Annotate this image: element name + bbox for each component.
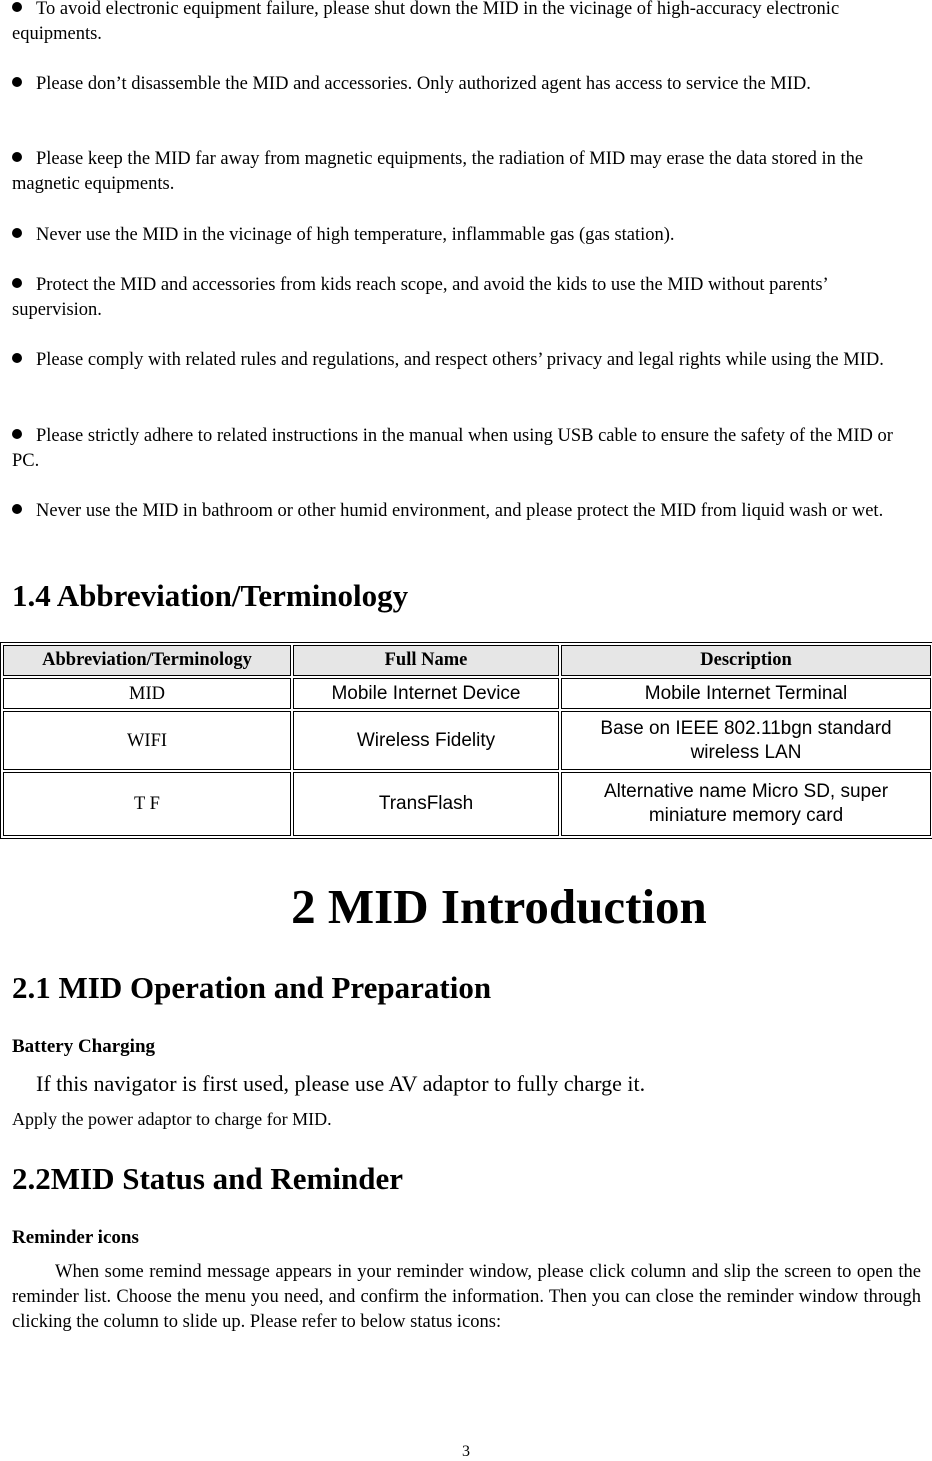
subheading-battery-charging: Battery Charging bbox=[12, 1036, 156, 1057]
bullet-item: Please keep the MID far away from magnetic equipments, the radiation of MID may erase the data stored in the magnetic equipments. bbox=[12, 149, 864, 194]
bullet-dot-icon bbox=[12, 228, 22, 238]
paragraph-power-adaptor: Apply the power adaptor to charge for MID. bbox=[12, 1109, 332, 1129]
table-cell-description: Mobile Internet Terminal bbox=[561, 678, 931, 709]
bullet-dot-icon bbox=[12, 504, 22, 514]
table-cell-full-name: Wireless Fidelity bbox=[293, 711, 559, 770]
bullet-dot-icon bbox=[12, 77, 22, 87]
bullet-item: Protect the MID and accessories from kids reach scope, and avoid the kids to use the MID without parents’ supervision. bbox=[12, 275, 828, 320]
bullet-item: To avoid electronic equipment failure, please shut down the MID in the vicinage of high-accuracy electronic equipments. bbox=[12, 0, 840, 44]
table-row bbox=[3, 711, 931, 770]
table-cell-abbreviation: T F bbox=[3, 772, 291, 836]
section-heading-2-1: 2.1 MID Operation and Preparation bbox=[12, 970, 492, 1005]
bullet-item: Never use the MID in the vicinage of high temperature, inflammable gas (gas station). bbox=[12, 223, 912, 248]
bullet-dot-icon bbox=[12, 429, 22, 439]
column-header-full-name: Full Name bbox=[293, 645, 559, 676]
section-heading-2-2: 2.2MID Status and Reminder bbox=[12, 1161, 403, 1196]
page-number: 3 bbox=[462, 1443, 470, 1460]
bullet-item: Please strictly adhere to related instructions in the manual when using USB cable to ensure the safety of the MID or PC. bbox=[12, 426, 893, 471]
table-row bbox=[3, 678, 931, 709]
chapter-title: 2 MID Introduction bbox=[291, 879, 707, 934]
table-cell-full-name: TransFlash bbox=[293, 772, 559, 836]
bullet-item: Please don’t disassemble the MID and accessories. Only authorized agent has access to service the MID. bbox=[12, 72, 912, 97]
section-heading-1-4: 1.4 Abbreviation/Terminology bbox=[12, 578, 409, 613]
paragraph-first-use: If this navigator is first used, please use AV adaptor to fully charge it. bbox=[36, 1071, 646, 1096]
bullet-item: Please comply with related rules and regulations, and respect others’ privacy and legal rights while using the MID. bbox=[12, 348, 912, 373]
table-cell-full-name: Mobile Internet Device bbox=[293, 678, 559, 709]
bullet-dot-icon bbox=[12, 278, 22, 288]
table-row bbox=[3, 772, 931, 836]
column-header-abbreviation: Abbreviation/Terminology bbox=[3, 645, 291, 676]
bullet-item: Never use the MID in bathroom or other humid environment, and please protect the MID from liquid wash or wet. bbox=[12, 499, 912, 524]
paragraph-reminder: When some remind message appears in your reminder window, please click column and slip the screen to open the reminder list. Choose the menu you need, and confirm the information. Then you can close the reminder window through clicking the column to slide up. Please refer to below status icons: bbox=[12, 1262, 921, 1332]
table-header-row bbox=[3, 645, 931, 676]
bullet-dot-icon bbox=[12, 152, 22, 162]
bullet-dot-icon bbox=[12, 2, 22, 12]
terminology-table bbox=[0, 642, 932, 839]
column-header-description: Description bbox=[561, 645, 931, 676]
bullet-dot-icon bbox=[12, 353, 22, 363]
table-cell-description: Alternative name Micro SD, super miniature memory card bbox=[561, 772, 931, 836]
table-cell-abbreviation: MID bbox=[3, 678, 291, 709]
table-cell-description: Base on IEEE 802.11bgn standard wireless LAN bbox=[561, 711, 931, 770]
subheading-reminder-icons: Reminder icons bbox=[12, 1227, 139, 1248]
table-cell-abbreviation: WIFI bbox=[3, 711, 291, 770]
